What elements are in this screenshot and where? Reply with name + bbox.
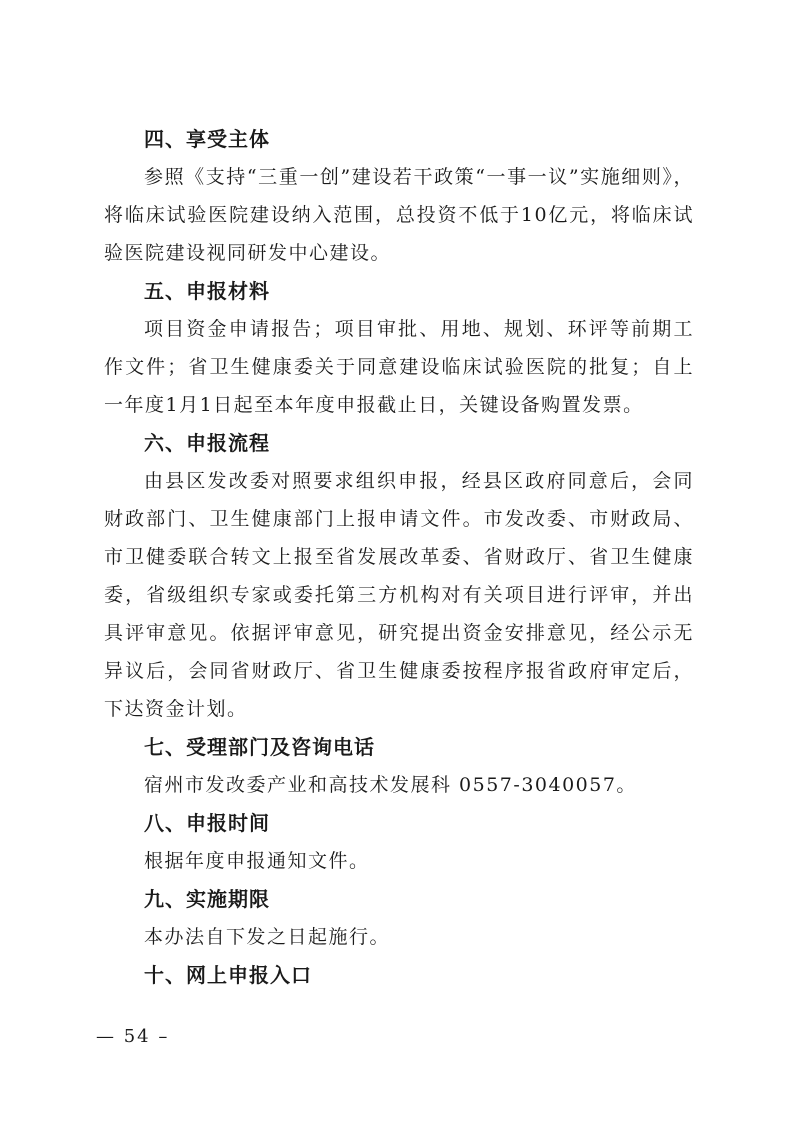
section-heading: 四、享受主体 [144,127,270,151]
section-body: 参照《支持“三重一创”建设若干政策“一事一议”实施细则》，将临床试验医院建设纳入范围，总投资不低于10亿元，将临床试验医院建设视同研发中心建设。 [104,166,694,264]
section-heading: 六、申报流程 [144,431,270,455]
page-number: — 54 – [96,1026,170,1047]
section-body: 宿州市发改委产业和高技术发展科 0557-3040057。 [144,774,637,796]
section-body: 本办法自下发之日起施行。 [144,926,391,948]
section-heading: 八、申报时间 [144,811,270,835]
section-body: 由县区发改委对照要求组织申报，经县区政府同意后，会同财政部门、卫生健康部门上报申请文件。市发改委、市财政局、市卫健委联合转文上报至省发展改革委、省财政厅、省卫生健康委，省级组织专家或委托第三方机构对有关项目进行评审，并出具评审意见。依据评审意见，研究提出资金安排意见，经公示无异议后，会同省财政厅、省卫生健康委按程序报省政府审定后，下达资金计划。 [104,470,694,720]
section-heading: 十、网上申报入口 [144,963,312,987]
document-content [104,120,694,994]
section-6 [104,424,694,728]
section-10 [104,956,694,994]
section-body: 项目资金申请报告；项目审批、用地、规划、环评等前期工作文件；省卫生健康委关于同意建设临床试验医院的批复；自上一年度1月1日起至本年度申报截止日，关键设备购置发票。 [104,318,694,416]
section-heading: 七、受理部门及咨询电话 [144,735,375,759]
section-4 [104,120,694,272]
section-9 [104,880,694,956]
section-7 [104,728,694,804]
section-body: 根据年度申报通知文件。 [144,850,370,872]
section-8 [104,804,694,880]
section-heading: 九、实施期限 [144,887,270,911]
section-5 [104,272,694,424]
section-heading: 五、申报材料 [144,279,270,303]
